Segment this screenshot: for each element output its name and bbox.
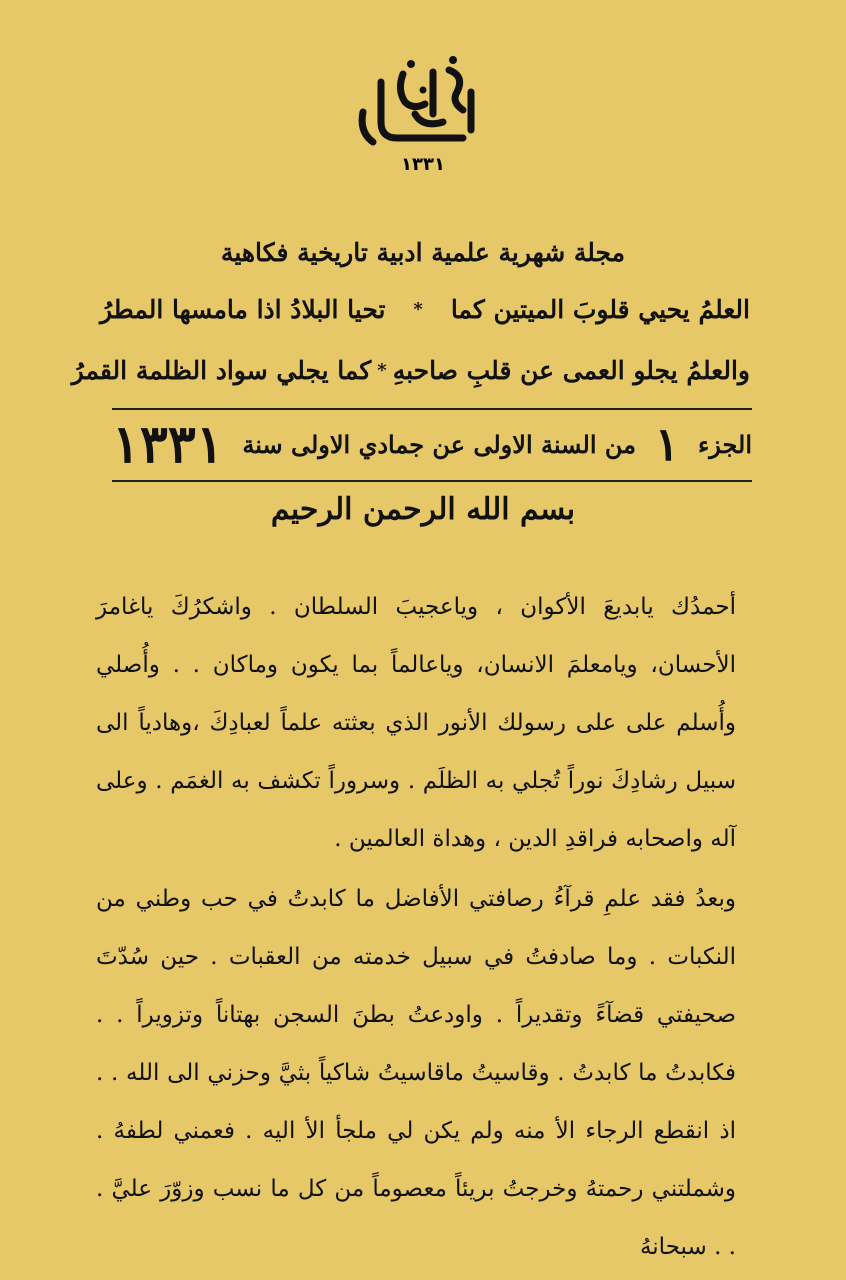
paragraph-1-text: أحمدُك يابديعَ الأكوان ، وياعجيبَ السلطان . واشكرُكَ ياغامرَ الأحسان، ويامعلمَ الانسان، وياعالماً بما يكون وماكان . . وأُصلي وأُسلم على على رسولك الأنور الذي بعثته علماً لعبادِكَ ،وهادياً الى سبيل رشادِكَ نوراً تُجلي به الظلَم . وسروراً تكشف به الغمَم . وعلى آله واصحابه فراقدِ الدين ، وهداة العالمين . bbox=[96, 594, 736, 852]
magazine-subtitle: مجلة شهرية علمية ادبية تاريخية فكاهية bbox=[220, 238, 626, 267]
issue-description: من السنة الاولى عن جمادي الاولى سنة bbox=[242, 429, 636, 459]
verse-1-first-hemistich: العلمُ يحيي قلوبَ الميتين كما bbox=[450, 294, 750, 324]
masthead-calligraphy-logo bbox=[353, 52, 493, 177]
bottom-divider bbox=[112, 480, 752, 482]
issue-part-label: الجزء bbox=[698, 429, 752, 459]
verse-2-second-hemistich: كما يجلي سواد الظلمة القمرُ bbox=[71, 355, 372, 385]
body-paragraph-1 bbox=[96, 578, 736, 868]
poem-verse-2 bbox=[71, 346, 750, 394]
verse-1-second-hemistich: تحيا البلادُ اذا مامسها المطرُ bbox=[100, 294, 386, 324]
basmala-text: بسم الله الرحمن الرحيم bbox=[270, 492, 576, 527]
verse-separator: * bbox=[377, 359, 387, 381]
issue-year: ١٣٣١ bbox=[112, 413, 224, 475]
body-paragraph-2 bbox=[96, 870, 736, 1276]
top-divider bbox=[112, 408, 752, 410]
poem-verse-1 bbox=[100, 285, 750, 333]
issue-part-number: ١ bbox=[654, 417, 680, 471]
masthead bbox=[0, 52, 846, 182]
paragraph-2-text: وبعدُ فقد علمِ قرآءُ رصافتي الأفاضل ما كابدتُ في حب وطني من النكبات . وما صادفتُ في سبيل خدمته من العقبات . حين سُدّتَ صحيفتي قضآءً وتقديراً . واودعتُ بطنَ السجن بهتاناً وتزويراً . . فكابدتُ ما كابدتُ . وقاسيتُ ماقاسيتُ شاكياً بثيَّ وحزني الى الله . . اذ انقطع الرجاء الأ منه ولم يكن لي ملجأ الأ اليه . فعمني لطفهُ . وشملتني رحمتهُ وخرجتُ بريئاً معصوماً من كل ما نسب وزوّرَ عليَّ . . . سبحانهُ bbox=[96, 886, 736, 1260]
verse-separator: * bbox=[413, 298, 423, 320]
masthead-year: ١٣٣١ bbox=[401, 154, 445, 175]
issue-line bbox=[112, 413, 752, 475]
basmala bbox=[0, 492, 846, 562]
verse-2-first-hemistich: والعلمُ يجلو العمى عن قلبِ صاحبهِ bbox=[392, 355, 750, 385]
